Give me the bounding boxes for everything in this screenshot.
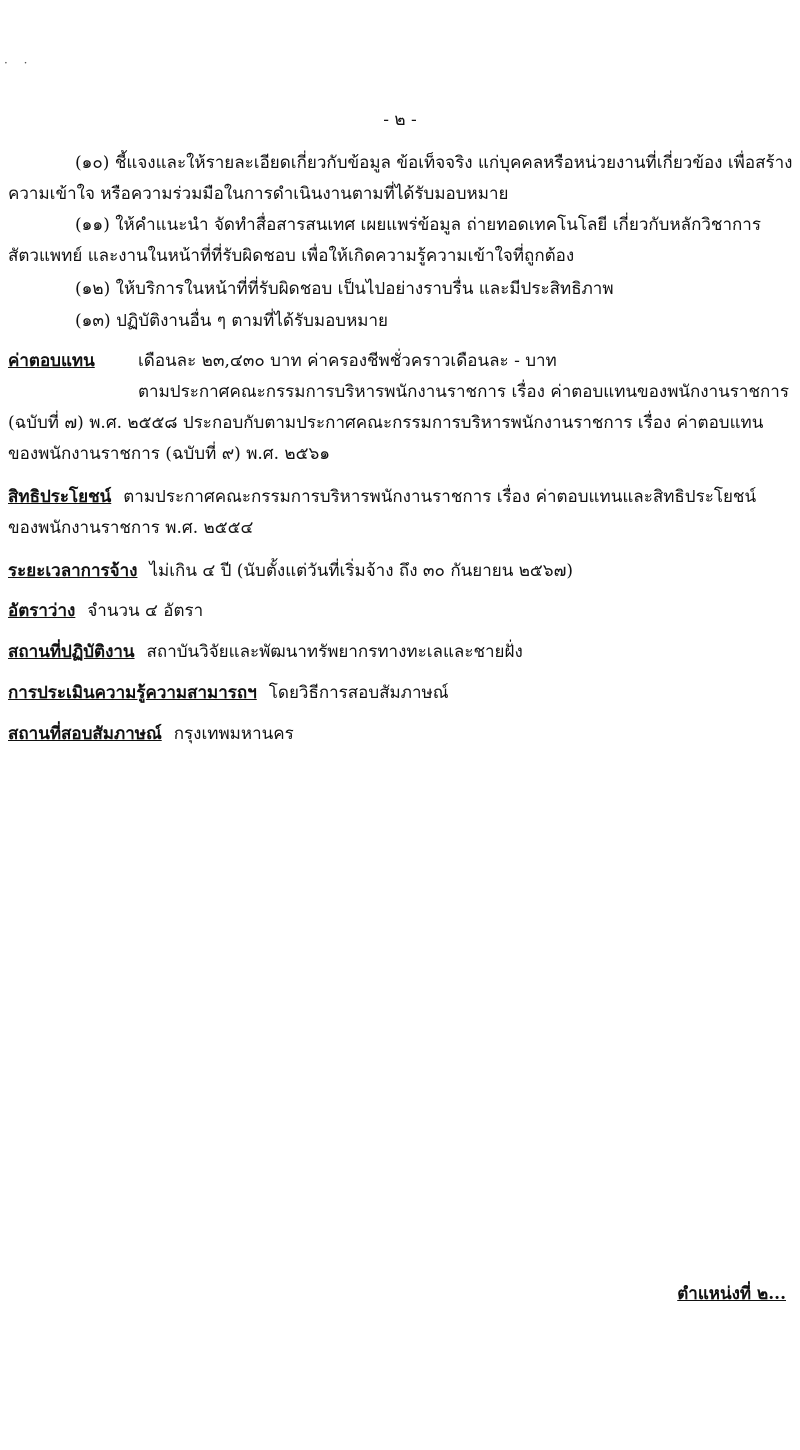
benefits-line2: ของพนักงานราชการ พ.ศ. ๒๕๕๔: [8, 518, 254, 538]
assessment-text: โดยวิธีการสอบสัมภาษณ์: [268, 683, 449, 703]
interview-location-row: [8, 723, 294, 745]
compensation-line2: ตามประกาศคณะกรรมการบริหารพนักงานราชการ เรื่อง ค่าตอบแทนของพนักงานราชการ: [138, 382, 789, 402]
duty-item-12: (๑๒) ให้บริการในหน้าที่ที่รับผิดชอบ เป็นไปอย่างราบรื่น และมีประสิทธิภาพ: [75, 279, 614, 299]
duty-item-10-line2: ความเข้าใจ หรือความร่วมมือในการดำเนินงานตามที่ได้รับมอบหมาย: [8, 184, 509, 204]
vacancies-text: จำนวน ๔ อัตรา: [87, 601, 204, 621]
page-number: - ๒ -: [383, 110, 417, 130]
vacancies-heading: อัตราว่าง: [8, 601, 76, 621]
benefits-line1: ตามประกาศคณะกรรมการบริหารพนักงานราชการ เรื่อง ค่าตอบแทนและสิทธิประโยชน์: [123, 487, 757, 507]
interview-location-text: กรุงเทพมหานคร: [173, 724, 294, 744]
workplace-text: สถาบันวิจัยและพัฒนาทรัพยากรทางทะเลและชายฝั่ง: [146, 642, 523, 662]
employment-period-heading: ระยะเวลาการจ้าง: [8, 561, 138, 581]
compensation-line3: (ฉบับที่ ๗) พ.ศ. ๒๕๕๘ ประกอบกับตามประกาศคณะกรรมการบริหารพนักงานราชการ เรื่อง ค่าตอบแทน: [8, 413, 764, 433]
workplace-heading: สถานที่ปฏิบัติงาน: [8, 642, 135, 662]
compensation-heading: ค่าตอบแทน: [8, 351, 95, 371]
duty-item-11-line1: (๑๑) ให้คำแนะนำ จัดทำสื่อสารสนเทศ เผยแพร่ข้อมูล ถ่ายทอดเทคโนโลยี เกี่ยวกับหลักวิชาการ: [75, 215, 761, 235]
benefits-heading: สิทธิประโยชน์: [8, 487, 112, 507]
employment-period-row: [8, 560, 573, 582]
duty-item-13: (๑๓) ปฏิบัติงานอื่น ๆ ตามที่ได้รับมอบหมาย: [75, 311, 388, 331]
employment-period-text: ไม่เกิน ๔ ปี (นับตั้งแต่วันที่เริ่มจ้าง ถึง ๓๐ กันยายน ๒๕๖๗): [149, 561, 574, 581]
next-page-reference: ตำแหน่งที่ ๒...: [677, 1284, 786, 1304]
compensation-line4: ของพนักงานราชการ (ฉบับที่ ๙) พ.ศ. ๒๕๖๑: [8, 444, 331, 464]
workplace-row: [8, 641, 523, 663]
duty-item-10-line1: (๑๐) ชี้แจงและให้รายละเอียดเกี่ยวกับข้อมูล ข้อเท็จจริง แก่บุคคลหรือหน่วยงานที่เกี่ยวข้อง เพื่อสร้าง: [75, 153, 793, 173]
compensation-line1: เดือนละ ๒๓,๔๓๐ บาท ค่าครองชีพชั่วคราวเดือนละ - บาท: [138, 351, 557, 371]
assessment-heading: การประเมินความรู้ความสามารถฯ: [8, 683, 257, 703]
scan-artifact: · ·: [4, 56, 34, 70]
interview-location-heading: สถานที่สอบสัมภาษณ์: [8, 724, 162, 744]
assessment-row: [8, 682, 449, 704]
vacancies-row: [8, 600, 203, 622]
duty-item-11-line2: สัตวแพทย์ และงานในหน้าที่ที่รับผิดชอบ เพื่อให้เกิดความรู้ความเข้าใจที่ถูกต้อง: [8, 246, 575, 266]
